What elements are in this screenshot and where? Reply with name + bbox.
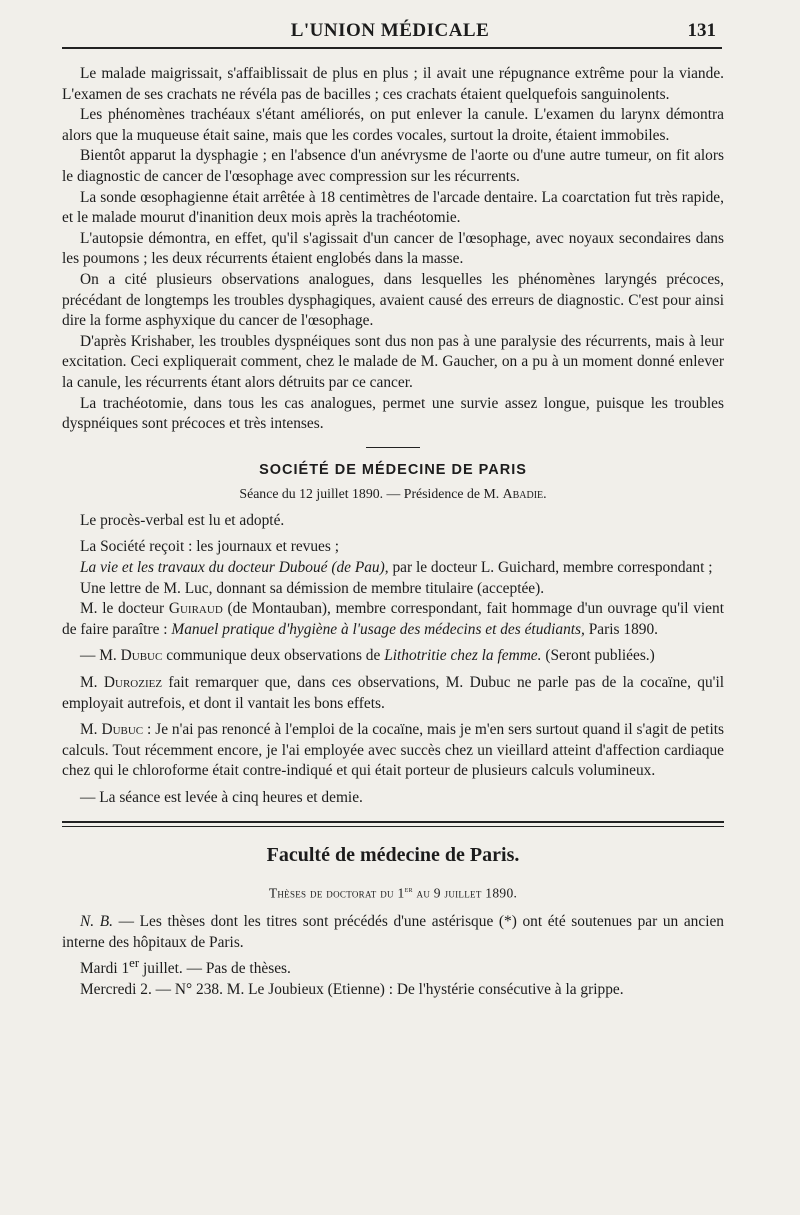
minutes-paragraph: Le procès-verbal est lu et adopté. [80,511,285,529]
running-title: L'UNION MÉDICALE [290,20,490,41]
paragraph: L'autopsie démontra, en effet, qu'il s'agissait d'un cancer de l'œsophage, avec noyaux secondaires dans les poumons ; les deux récurrents étaient englobés dans la masse. [62,229,724,268]
paragraph: Bientôt apparut la dysphagie ; en l'absence d'un anévrysme de l'aorte ou d'une autre tumeur, on fit alors le diagnostic de cancer de l'œsophage avec compression sur les récurrents. [62,147,724,185]
paragraph: Les phénomènes trachéaux s'étant améliorés, on put enlever la canule. L'examen du larynx démontra alors que la muqueuse était saine, mais que les cordes vocales, surtout la droite, étaient immobiles. [62,106,724,144]
theses-heading: Thèses de doctorat du 1er au 9 juillet 1890. [268,884,518,901]
letter-paragraph: Une lettre de M. Luc, donnant sa démission de membre titulaire (acceptée). [80,579,545,597]
faculty-title: Faculté de médecine de Paris. [266,843,520,866]
book-title: La vie et les travaux du docteur Duboué (de Pau) [80,559,385,577]
session-president: Abadie. [502,486,547,502]
page-header [60,14,720,46]
person-name: Duroziez [103,674,163,692]
header-rule [62,47,722,49]
page-number: 131 [687,20,716,41]
society-title: SOCIÉTÉ DE MÉDECINE DE PARIS [259,461,527,478]
guiraud-paragraph: M. le docteur Guiraud (de Montauban), membre correspondant, fait hommage d'un ouvrage qu'il vient de faire paraître : Manuel pratique d'hygiène à l'usage des médecins et des étudiants, Paris 1890. [62,600,724,638]
paragraph: La sonde œsophagienne était arrêtée à 18 centimètres de l'arcade dentaire. La coarctation fut très rapide, et le malade mourut d'inanition deux mois après la trachéotomie. [62,188,724,227]
person-name: Dubuc [120,647,163,665]
section-divider [366,447,420,448]
book-title: Manuel pratique d'hygiène à l'usage des médecins et des étudiants, [171,620,585,638]
article-body [62,64,724,1001]
nb-label: N. B. [80,913,113,931]
duroziez-paragraph: M. Duroziez fait remarquer que, dans ces observations, M. Dubuc ne parle pas de la cocaïne, qu'il employait autrefois, et dont il vantait les bons effets. [62,674,724,712]
book-rest: , par le docteur L. Guichard, membre correspondant ; [384,559,713,577]
session-prefix: Séance du 12 juillet 1890. — Présidence de M. [239,486,500,502]
observation-title: Lithotritie chez la femme. [384,647,542,665]
tuesday-line: Mardi 1er juillet. — Pas de thèses. [80,956,291,978]
paragraph: Le malade maigrissait, s'affaiblissait de plus en plus ; il avait une répugnance extrême pour la viande. L'examen de ses crachats ne révéla pas de bacilles ; ces crachats étaient quelquefois sanguinolents. [62,65,724,103]
double-rule [62,821,724,827]
paragraph: On a cité plusieurs observations analogues, dans lesquelles les phénomènes laryngés précoces, précédant de longtemps les troubles dysphagiques, avaient causé des erreurs de diagnostic. C'est pour ainsi dire la forme asphyxique du cancer de l'œsophage. [62,270,724,330]
person-name: Guiraud [168,600,223,618]
session-line [62,484,724,505]
book-paragraph [62,558,724,579]
closing-paragraph: — La séance est levée à cinq heures et demie. [80,789,363,806]
person-name: Dubuc [101,721,144,739]
dubuc-paragraph: — M. Dubuc communique deux observations de Lithotritie chez la femme. (Seront publiées.) [80,647,655,665]
paragraph: D'après Krishaber, les troubles dyspnéiques sont dus non pas à une paralysie des récurrents, mais à leur excitation. Ceci expliquerait comment, chez le malade de M. Gaucher, on a pu à un moment donné enlever la canule, les récurrents étant alors détruits par ce cancer. [62,332,724,391]
nb-paragraph: N. B. — Les thèses dont les titres sont précédés d'une astérisque (*) ont été soutenues par un ancien interne des hôpitaux de Paris. [62,913,725,951]
wednesday-line: Mercredi 2. — N° 238. M. Le Joubieux (Etienne) : De l'hystérie consécutive à la grippe. [80,981,624,999]
received-paragraph: La Société reçoit : les journaux et revues ; [80,538,339,556]
paragraph: La trachéotomie, dans tous les cas analogues, permet une survie assez longue, puisque les troubles dyspnéiques sont précoces et très intenses. [62,394,724,433]
dubuc-reply-paragraph: M. Dubuc : Je n'ai pas renoncé à l'emploi de la cocaïne, mais je m'en sers surtout quand il s'agit de petits calculs. Tout récemment encore, je l'ai employée avec succès chez un vieillard atteint d'affection cardiaque chez qui le chloroforme était contre-indiqué et qui était porteur de plusieurs calculs volumineux. [62,721,724,780]
